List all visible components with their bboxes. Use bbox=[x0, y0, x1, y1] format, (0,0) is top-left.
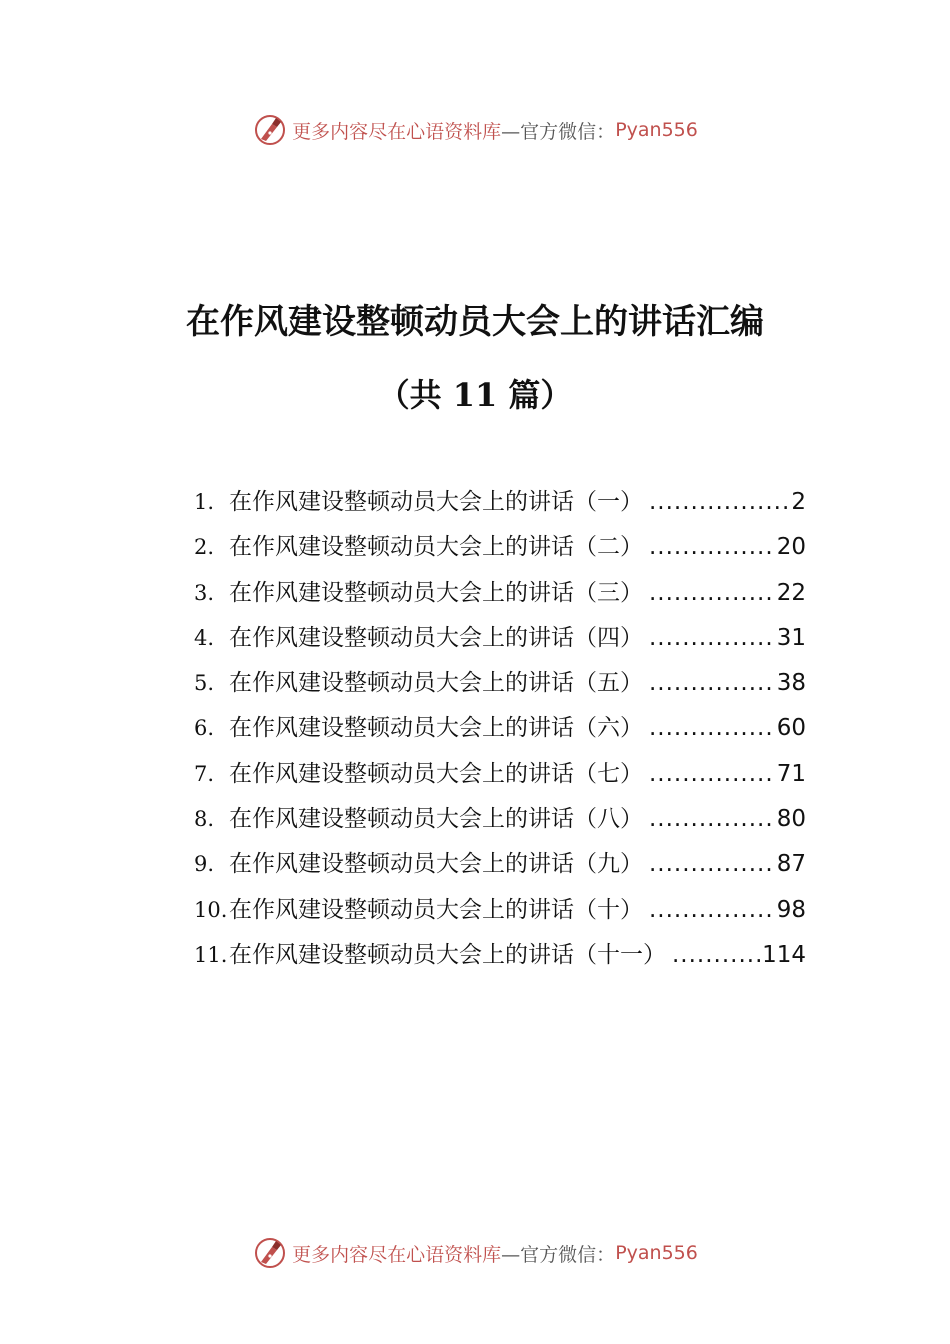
toc-entry-page: 60 bbox=[776, 715, 806, 742]
toc-entry[interactable] bbox=[194, 483, 806, 528]
toc-leader-dots bbox=[649, 625, 775, 651]
toc-entry-number: 5. bbox=[194, 671, 215, 696]
banner-wechat-id: Pyan556 bbox=[615, 119, 698, 141]
banner-wechat-id: Pyan556 bbox=[615, 1242, 698, 1264]
toc-entry-number: 3. bbox=[194, 580, 215, 605]
toc-leader-dots bbox=[649, 761, 775, 787]
toc-entry-page: 80 bbox=[776, 806, 806, 833]
toc-leader-dots bbox=[672, 942, 760, 968]
toc-entry-title: 在作风建设整顿动员大会上的讲话（七） bbox=[229, 760, 643, 787]
banner-library-text: 更多内容尽在心语资料库 bbox=[292, 1243, 502, 1266]
toc-entry-page: 87 bbox=[776, 851, 806, 878]
toc-entry-title: 在作风建设整顿动员大会上的讲话（四） bbox=[229, 624, 643, 651]
toc-leader-dots bbox=[649, 489, 789, 515]
toc-entry-number: 2. bbox=[194, 535, 215, 560]
toc-entry[interactable] bbox=[194, 755, 806, 800]
banner-library-text: 更多内容尽在心语资料库 bbox=[292, 120, 502, 143]
toc-entry-title: 在作风建设整顿动员大会上的讲话（十） bbox=[229, 896, 643, 923]
toc-entry-title: 在作风建设整顿动员大会上的讲话（九） bbox=[229, 851, 643, 878]
toc-entry-number: 7. bbox=[194, 761, 215, 786]
toc-leader-dots bbox=[649, 897, 775, 923]
banner-wechat-label: —官方微信： bbox=[501, 120, 616, 143]
toc-entry-page: 31 bbox=[776, 624, 806, 651]
toc-entry-title: 在作风建设整顿动员大会上的讲话（五） bbox=[229, 670, 643, 697]
toc-entry[interactable] bbox=[194, 800, 806, 845]
toc-leader-dots bbox=[649, 806, 775, 832]
toc-entry[interactable] bbox=[194, 891, 806, 936]
toc-entry-title: 在作风建设整顿动员大会上的讲话（一） bbox=[229, 489, 643, 515]
toc-entry-title: 在作风建设整顿动员大会上的讲话（八） bbox=[229, 806, 643, 833]
document-subtitle: （共 11 篇） bbox=[377, 376, 573, 414]
pen-nib-icon bbox=[252, 1235, 288, 1271]
toc-entry-number: 6. bbox=[194, 716, 215, 741]
toc-entry-title: 在作风建设整顿动员大会上的讲话（三） bbox=[229, 579, 643, 606]
toc-entry[interactable] bbox=[194, 845, 806, 890]
toc-entry-title: 在作风建设整顿动员大会上的讲话（二） bbox=[229, 534, 643, 561]
toc-leader-dots bbox=[649, 670, 775, 696]
toc-leader-dots bbox=[649, 851, 775, 877]
toc-leader-dots bbox=[649, 715, 775, 741]
toc-leader-dots bbox=[649, 580, 775, 606]
document-title: 在作风建设整顿动员大会上的讲话汇编 bbox=[186, 302, 764, 342]
toc-entry-page: 20 bbox=[776, 534, 806, 561]
toc-entry[interactable] bbox=[194, 936, 806, 981]
banner-wechat-label: —官方微信： bbox=[501, 1243, 616, 1266]
toc-entry[interactable] bbox=[194, 709, 806, 754]
toc-entry[interactable] bbox=[194, 664, 806, 709]
footer-banner bbox=[0, 1233, 950, 1273]
toc-entry-title: 在作风建设整顿动员大会上的讲话（六） bbox=[229, 715, 643, 742]
toc-entry-number: 8. bbox=[194, 807, 215, 832]
toc-entry-page: 38 bbox=[776, 670, 806, 697]
toc-entry-number: 4. bbox=[194, 625, 215, 650]
toc-entry-title: 在作风建设整顿动员大会上的讲话（十一） bbox=[229, 941, 666, 968]
toc-entry-page: 114 bbox=[762, 941, 806, 968]
toc-entry-number: 10. bbox=[194, 897, 228, 922]
toc-entry-page: 71 bbox=[776, 760, 806, 787]
toc-entry-page: 2 bbox=[791, 489, 806, 515]
toc-entry-page: 22 bbox=[776, 579, 806, 606]
toc-entry[interactable] bbox=[194, 574, 806, 619]
toc-entry-number: 9. bbox=[194, 852, 215, 877]
toc-entry-number: 11. bbox=[194, 942, 228, 967]
pen-nib-icon bbox=[252, 112, 288, 148]
toc-entry-number: 1. bbox=[194, 490, 215, 514]
toc-entry[interactable] bbox=[194, 528, 806, 573]
toc-entry-page: 98 bbox=[776, 896, 806, 923]
toc-entry[interactable] bbox=[194, 619, 806, 664]
header-banner bbox=[0, 110, 950, 150]
toc-leader-dots bbox=[649, 534, 775, 560]
table-of-contents bbox=[194, 483, 806, 981]
